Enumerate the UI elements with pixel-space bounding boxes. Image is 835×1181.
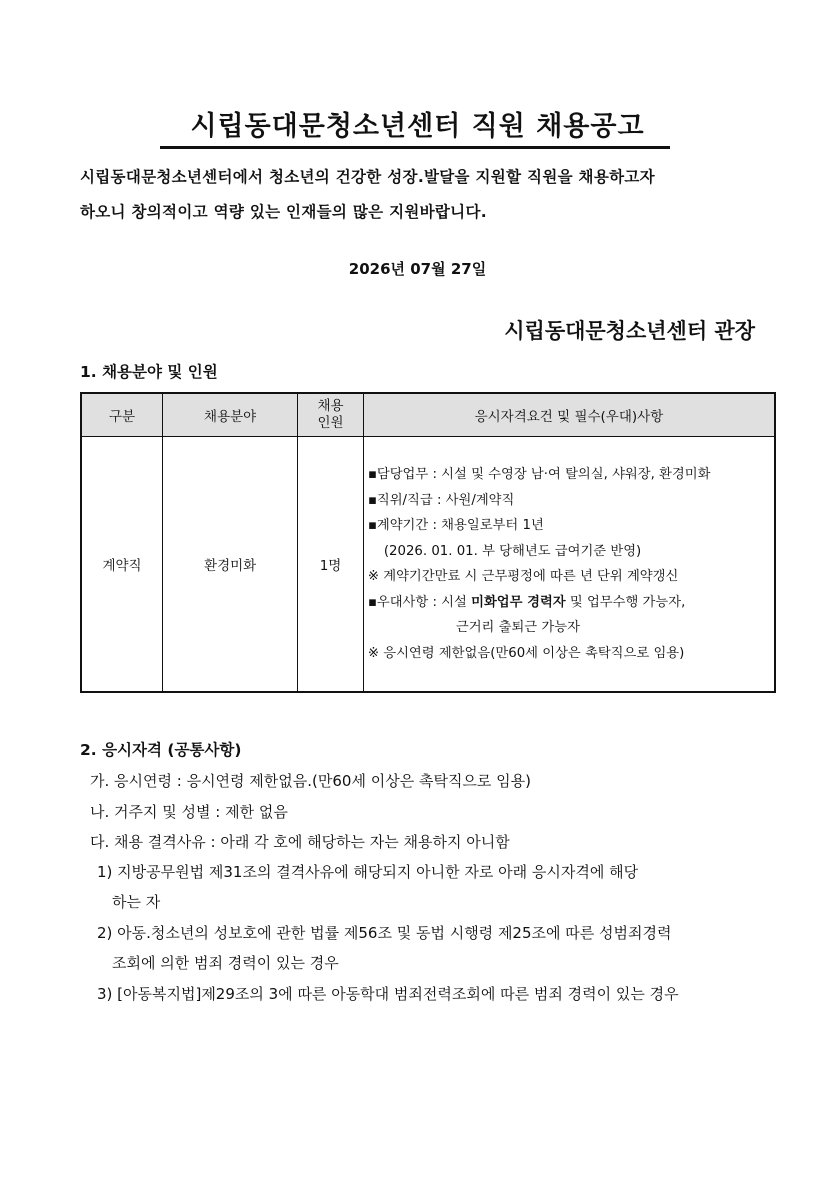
item-c3: 3) [아동복지법]제29조의 3에 따른 아동학대 범죄전력조회에 따른 범죄 경력이 있는 경우: [97, 985, 679, 1003]
item-c: 다. 채용 결격사유 : 아래 각 호에 해당하는 자는 채용하지 아니함: [90, 833, 510, 851]
req-duty: ▪담당업무 : 시설 및 수영장 남·여 탈의실, 샤워장, 환경미화: [367, 467, 711, 482]
item-c2-line2: 조회에 의한 범죄 경력이 있는 경우: [112, 954, 339, 972]
pref-bold: 미화업무 경력자: [471, 594, 566, 610]
pref-suffix: 및 업무수행 가능자,: [565, 594, 686, 610]
table-header-row: [81, 393, 775, 437]
recruitment-table: [80, 392, 776, 693]
intro-line-2: 하오니 창의적이고 역량 있는 인재들의 많은 지원바랍니다.: [80, 203, 487, 221]
header-field: 채용분야: [163, 393, 298, 437]
item-a: 가. 응시연령 : 응시연령 제한없음.(만60세 이상은 촉탁직으로 임용): [90, 772, 532, 790]
cell-count: 1명: [298, 437, 364, 693]
item-c2-line1: 2) 아동.청소년의 성보호에 관한 법률 제56조 및 동법 시행령 제25조에 따른 성범죄경력: [97, 924, 672, 942]
req-preference-line2: 근거리 출퇴근 가능자: [455, 620, 580, 635]
req-preference: [368, 590, 768, 616]
page-title: 시립동대문청소년센터 직원 채용공고: [190, 111, 645, 142]
organization-signature: 시립동대문청소년센터 관장: [504, 319, 755, 343]
req-period-note: (2026. 01. 01. 부 당해년도 급여기준 반영): [383, 543, 642, 559]
item-c1-line1: 1) 지방공무원법 제31조의 결격사유에 해당되지 아니한 자로 아래 응시자격에 해당: [97, 863, 639, 881]
title-underline: [160, 146, 670, 149]
section-1-heading: 1. 채용분야 및 인원: [80, 363, 218, 381]
announcement-date: 2026년 07월 27일: [348, 260, 487, 278]
cell-field: 환경미화: [163, 437, 298, 693]
req-renewal: ※ 계약기간만료 시 근무평정에 따른 년 단위 계약갱신: [367, 569, 679, 584]
intro-line-1: 시립동대문청소년센터에서 청소년의 건강한 성장.발달을 지원할 직원을 채용하고자: [80, 168, 655, 186]
table-row: [81, 437, 775, 693]
cell-category: 계약직: [81, 437, 163, 693]
header-category: 구분: [81, 393, 163, 437]
item-c1-line2: 하는 자: [112, 893, 161, 911]
section-2-heading: 2. 응시자격 (공통사항): [80, 741, 242, 759]
header-requirements: 응시자격요건 및 필수(우대)사항: [363, 393, 775, 437]
req-period: ▪계약기간 : 채용일로부터 1년: [367, 518, 544, 533]
header-count: 채용 인원: [298, 393, 364, 437]
pref-prefix: ▪우대사항 : 시설: [367, 594, 472, 610]
req-position: ▪직위/직급 : 사원/계약직: [367, 492, 515, 508]
cell-requirements: [363, 437, 775, 693]
item-b: 나. 거주지 및 성별 : 제한 없음: [90, 803, 288, 821]
req-age: ※ 응시연령 제한없음(만60세 이상은 촉탁직으로 임용): [367, 645, 685, 661]
